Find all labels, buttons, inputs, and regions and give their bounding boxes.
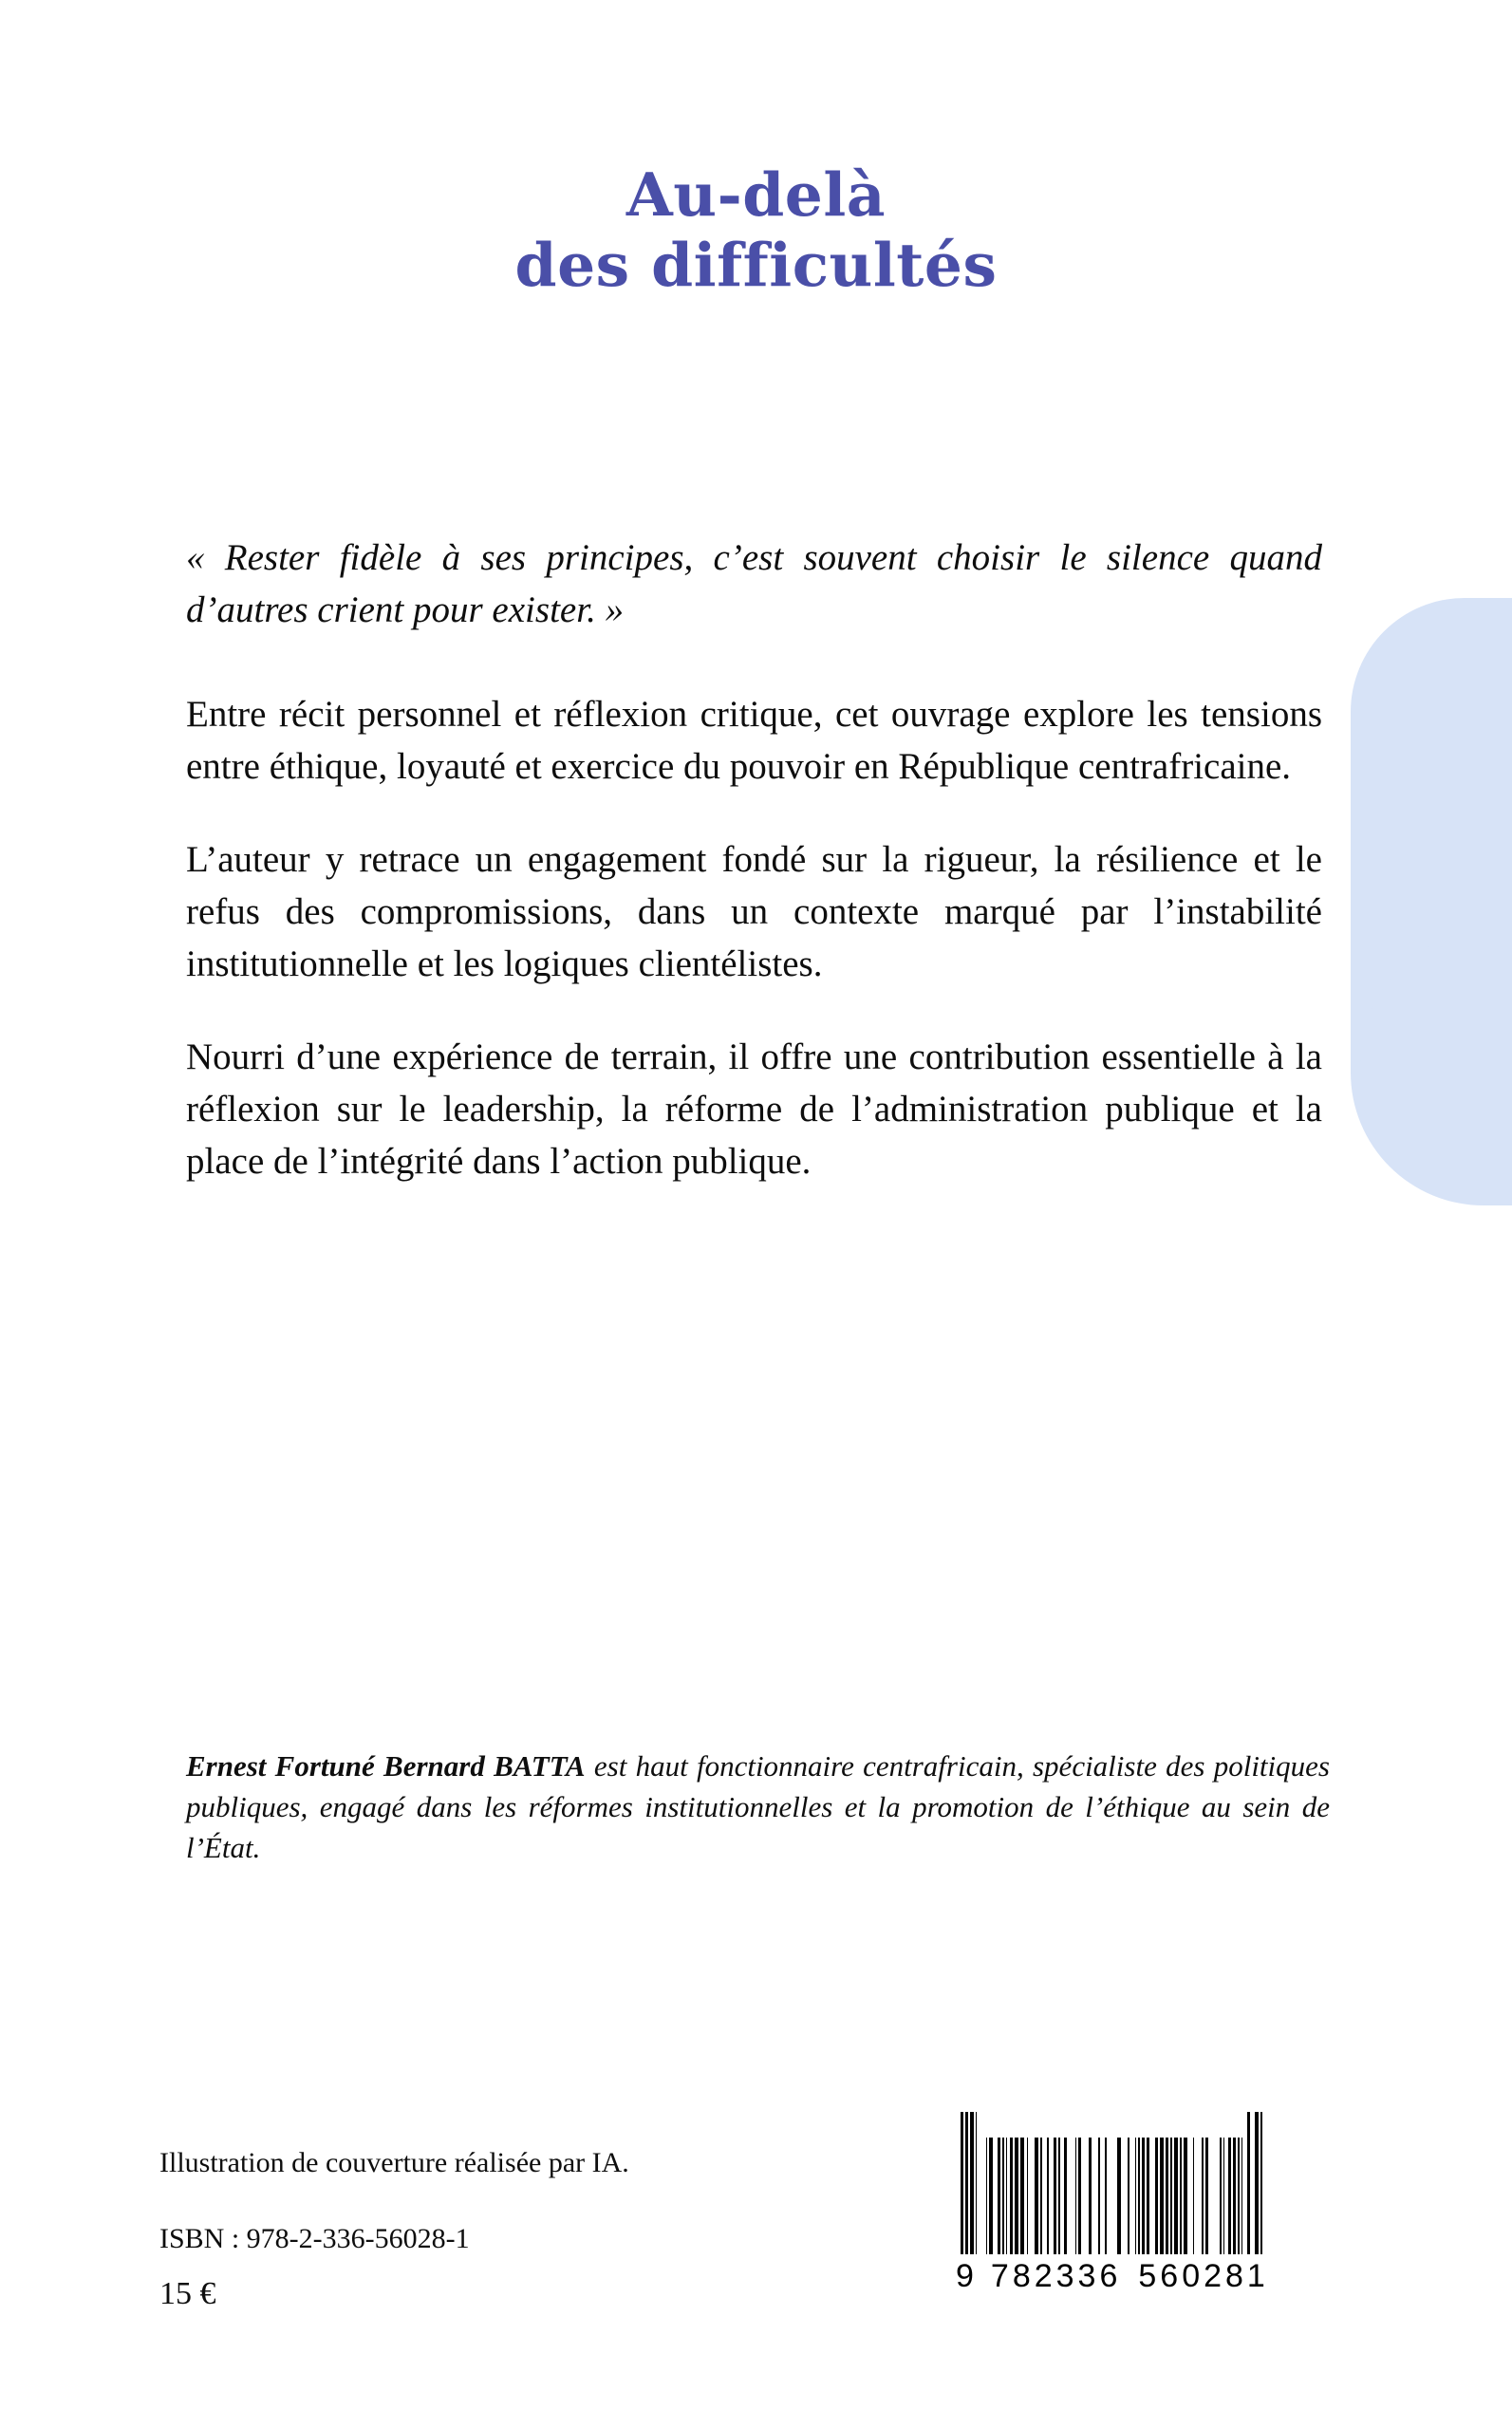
price-text: 15 €: [159, 2276, 216, 2311]
barcode-group-1: 782336: [990, 2258, 1122, 2294]
illustration-credit: Illustration de couverture réalisée par IA.: [159, 2147, 629, 2178]
barcode-lead-digit: 9: [956, 2258, 978, 2294]
book-title-line-1: Au-delà: [625, 159, 887, 230]
book-title: [0, 0, 1512, 301]
isbn-text: ISBN : 978-2-336-56028-1: [159, 2223, 470, 2254]
barcode-bars: [954, 2112, 1322, 2254]
author-name: Ernest Fortuné Bernard BATTA: [186, 1749, 586, 1783]
book-title-line-2: des difficultés: [514, 230, 998, 301]
author-bio-text: est haut fonctionnaire centrafricain, spécialiste des politiques publiques, engagé dans les réformes institutionnelles et la promotion de l’éthique au sein de l’État.: [186, 1749, 1330, 1864]
author-bio: [186, 1746, 1330, 1868]
barcode-group-2: 560281: [1138, 2258, 1269, 2294]
barcode: [954, 2112, 1322, 2295]
blurb-text: [186, 532, 1322, 1228]
footer-block: [159, 2147, 881, 2312]
blurb-quote: « Rester fidèle à ses principes, c’est souvent choisir le silence quand d’autres crient pour exister. »: [186, 537, 1322, 631]
barcode-digits: [954, 2258, 1322, 2295]
blurb-paragraph-1: Entre récit personnel et réflexion critique, cet ouvrage explore les tensions entre éthique, loyauté et exercice du pouvoir en République centrafricaine.: [186, 693, 1322, 788]
blurb-paragraph-3: Nourri d’une expérience de terrain, il offre une contribution essentielle à la réflexion sur le leadership, la réforme de l’administration publique et la place de l’intégrité dans l’action publique.: [186, 1036, 1322, 1183]
blurb-paragraph-2: L’auteur y retrace un engagement fondé sur la rigueur, la résilience et le refus des compromissions, dans un contexte marqué par l’instabilité institutionnelle et les logiques clientélistes.: [186, 838, 1322, 985]
